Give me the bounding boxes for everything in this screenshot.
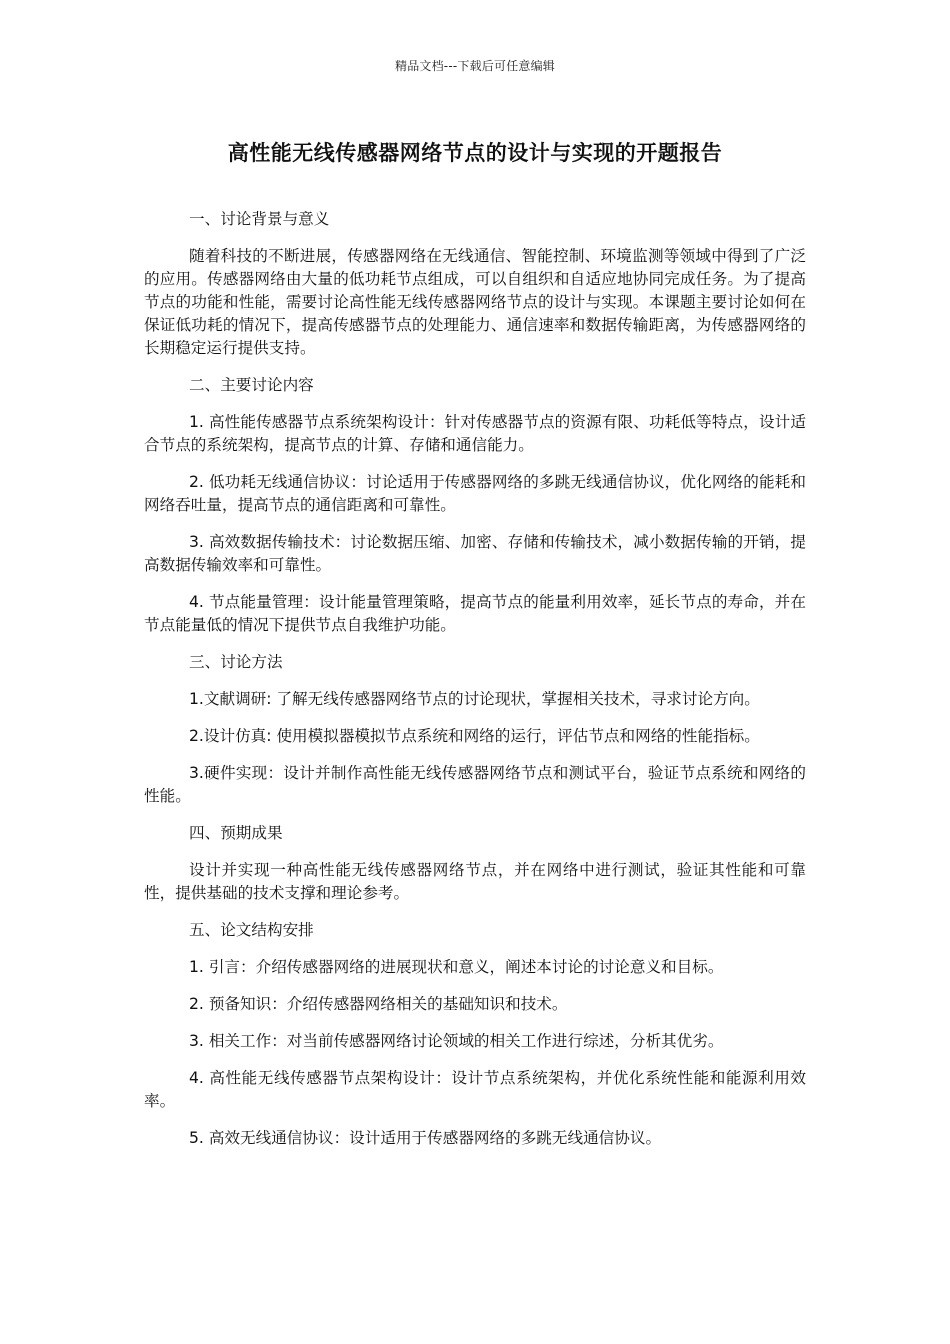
list-item: 1. 引言：介绍传感器网络的进展现状和意义，阐述本讨论的讨论意义和目标。 [189, 958, 724, 976]
list-item: 1.文献调研: 了解无线传感器网络节点的讨论现状，掌握相关技术，寻求讨论方向。 [189, 690, 760, 708]
list-item: 2. 预备知识：介绍传感器网络相关的基础知识和技术。 [189, 995, 568, 1013]
paragraph: 随着科技的不断进展，传感器网络在无线通信、智能控制、环境监测等领域中得到了广泛的应用。传感器网络由大量的低功耗节点组成，可以自组织和自适应地协同完成任务。为了提高节点的功能和性能，需要讨论高性能无线传感器网络节点的设计与实现。本课题主要讨论如何在保证低功耗的情况下，提高传感器节点的处理能力、通信速率和数据传输距离，为传感器网络的长期稳定运行提供支持。 [144, 247, 806, 357]
list-item: 3. 高效数据传输技术：讨论数据压缩、加密、存储和传输技术，减小数据传输的开销，提高数据传输效率和可靠性。 [144, 533, 806, 574]
section-heading: 四、预期成果 [189, 824, 283, 842]
list-item: 4. 高性能无线传感器节点架构设计：设计节点系统架构，并优化系统性能和能源利用效率。 [144, 1069, 806, 1110]
section-heading: 五、论文结构安排 [189, 921, 314, 939]
list-item: 2.设计仿真: 使用模拟器模拟节点系统和网络的运行，评估节点和网络的性能指标。 [189, 727, 760, 745]
list-item: 2. 低功耗无线通信协议：讨论适用于传感器网络的多跳无线通信协议，优化网络的能耗和网络吞吐量，提高节点的通信距离和可靠性。 [144, 473, 806, 514]
section-heading: 一、讨论背景与意义 [189, 210, 330, 228]
section-heading: 三、讨论方法 [189, 653, 283, 671]
document-body [144, 208, 806, 1164]
page-header: 精品文档---下载后可任意编辑 [395, 59, 555, 73]
paragraph: 设计并实现一种高性能无线传感器网络节点，并在网络中进行测试，验证其性能和可靠性，提供基础的技术支撑和理论参考。 [144, 861, 806, 902]
list-item: 5. 高效无线通信协议：设计适用于传感器网络的多跳无线通信协议。 [189, 1129, 662, 1147]
list-item: 1. 高性能传感器节点系统架构设计：针对传感器节点的资源有限、功耗低等特点，设计适合节点的系统架构，提高节点的计算、存储和通信能力。 [144, 413, 806, 454]
list-item: 3.硬件实现：设计并制作高性能无线传感器网络节点和测试平台，验证节点系统和网络的性能。 [144, 764, 806, 805]
document-title: 高性能无线传感器网络节点的设计与实现的开题报告 [227, 141, 723, 165]
list-item: 3. 相关工作：对当前传感器网络讨论领域的相关工作进行综述，分析其优劣。 [189, 1032, 724, 1050]
section-heading: 二、主要讨论内容 [189, 376, 314, 394]
list-item: 4. 节点能量管理：设计能量管理策略，提高节点的能量利用效率，延长节点的寿命，并在节点能量低的情况下提供节点自我维护功能。 [144, 593, 806, 634]
